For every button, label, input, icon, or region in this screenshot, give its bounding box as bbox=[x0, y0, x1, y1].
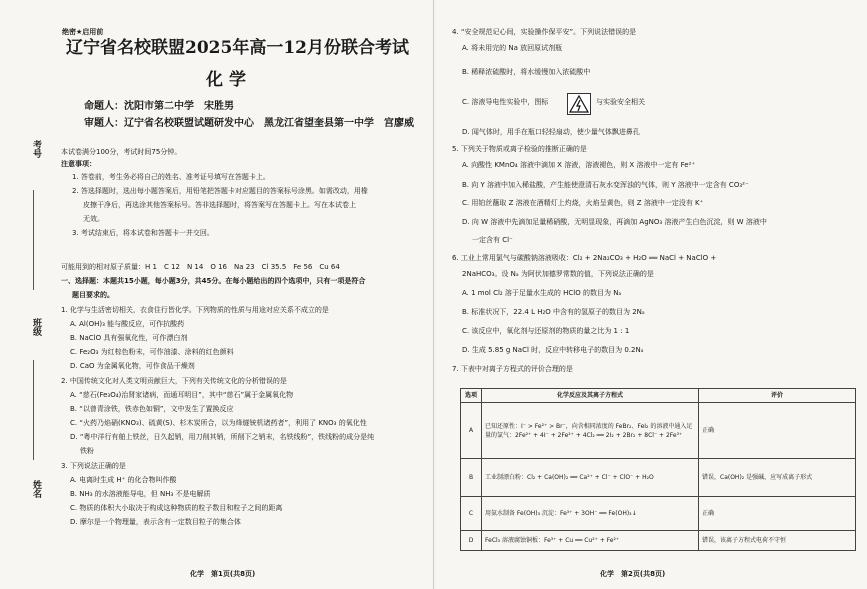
q7-stem: 7. 下表中对离子方程式的评价合理的是 bbox=[452, 365, 573, 373]
q6-stem-cont: 2NaHCO₃。设 Nₐ 为阿伏加德罗常数的值，下列说法正确的是 bbox=[462, 270, 654, 278]
row-option: C bbox=[461, 497, 482, 531]
row-evaluation: 正确 bbox=[699, 497, 856, 531]
q6-stem: 6. 工业上常用氯气与碳酸钠溶液吸收：Cl₂ + 2Na₂CO₃ + H₂O ══ NaCl + NaClO + bbox=[452, 254, 717, 262]
row-equation: 用氨水制备 Fe(OH)₃ 沉淀：Fe³⁺ + 3OH⁻ ══ Fe(OH)₃↓ bbox=[482, 497, 699, 531]
q4-option-b: B. 稀释浓硫酸时，将水缓慢加入浓硫酸中 bbox=[462, 68, 591, 76]
q4-stem: 4. “安全规范记心间，实验操作保平安”。下列说法错误的是 bbox=[452, 28, 637, 36]
exam-title: 辽宁省名校联盟2025年高一12月份联合考试 bbox=[66, 38, 409, 58]
q1-option-c: C. Fe₂O₃ 为红棕色粉末，可作油漆、涂料的红色颜料 bbox=[70, 348, 234, 356]
q1-option-a: A. Al(OH)₃ 能与酸反应，可作抗酸药 bbox=[70, 320, 185, 328]
electric-hazard-icon bbox=[567, 93, 591, 115]
subject-title: 化学 bbox=[206, 70, 252, 90]
row-evaluation: 正确 bbox=[699, 403, 856, 459]
q5-option-b: B. 向 Y 溶液中加入稀盐酸，产生能使澄清石灰水变浑浊的气体，则 Y 溶液中一定含有 CO₃²⁻ bbox=[462, 181, 749, 189]
q3-option-b: B. NH₃ 的水溶液能导电，但 NH₃ 不是电解质 bbox=[70, 490, 211, 498]
q1-option-b: B. NaClO 具有强氧化性，可作漂白剂 bbox=[70, 334, 188, 342]
notice-2a: 2. 答选择题时，选出每小题答案后，用铅笔把答题卡对应题目的答案标号涂黑。如需改动，用橡 bbox=[72, 187, 368, 195]
q6-option-d: D. 生成 5.85 g NaCl 时，反应中转移电子的数目为 0.2Nₐ bbox=[462, 346, 644, 354]
q2-option-c: C. “火药乃焰硝(KNO₃)、硫黄(S)、杉木炭所合，以为烽燧铳机诸药者”，利用了 KNO₃ 的氧化性 bbox=[70, 419, 367, 427]
q5-option-c: C. 用铂丝蘸取 Z 溶液在酒精灯上灼烧，火焰呈黄色，则 Z 溶液中一定没有 K⁺ bbox=[462, 199, 704, 207]
author-line: 命题人：沈阳市第二中学 宋胜男 bbox=[84, 101, 234, 112]
secret-mark: 绝密★启用前 bbox=[62, 28, 104, 36]
q3-option-c: C. 物质的体积大小取决于构成这种物质的粒子数目和粒子之间的距离 bbox=[70, 504, 283, 512]
q2-option-d-cont: 铁粉 bbox=[80, 447, 94, 455]
q5-option-a: A. 向酸性 KMnO₄ 溶液中滴加 X 溶液，溶液褪色，则 X 溶液中一定有 Fe²⁺ bbox=[462, 161, 696, 169]
q5-option-d-cont: 一定含有 Cl⁻ bbox=[472, 236, 513, 244]
row-option: B bbox=[461, 459, 482, 497]
q2-stem: 2. 中国传统文化对人类文明贡献巨大，下列有关传统文化的分析错误的是 bbox=[61, 377, 287, 385]
score-note: 本试卷满分100分，考试时间75分钟。 bbox=[61, 148, 182, 156]
notice-1: 1. 答卷前，考生务必将自己的姓名、准考证号填写在答题卡上。 bbox=[72, 173, 270, 181]
kaohao-line bbox=[33, 190, 34, 290]
table-row bbox=[461, 403, 856, 459]
xingming-label: 姓名 bbox=[31, 480, 41, 498]
section-1-heading: 一、选择题：本题共15小题，每小题3分，共45分。在每小题给出的四个选项中，只有一项是符合 bbox=[61, 277, 366, 285]
row-equation: 已知还原性：I⁻ > Fe²⁺ > Br⁻，向含相同浓度的 FeBr₂、FeI₂ 的溶液中通入足量的氯气：2Fe²⁺ + 4I⁻ + 2Fe²⁺ + 4Cl₂ ══ 2I₂ + 2Br₂ + 8Cl⁻ + 2Fe³⁺ bbox=[482, 403, 699, 459]
reviewer-line: 审题人：辽宁省名校联盟试题研发中心 黑龙江省望奎县第一中学 宫廖威 bbox=[84, 118, 414, 129]
row-equation: FeCl₃ 溶液腐蚀铜板：Fe³⁺ + Cu ══ Cu²⁺ + Fe²⁺ bbox=[482, 531, 699, 551]
q5-option-d: D. 向 W 溶液中先滴加足量稀硝酸，无明显现象，再滴加 AgNO₃ 溶液产生白色沉淀，则 W 溶液中 bbox=[462, 218, 767, 226]
q2-option-a: A. “慈石(Fe₃O₄)治肾家诸病，而通耳明目”，其中“慈石”属于金属氧化物 bbox=[70, 391, 294, 399]
q3-stem: 3. 下列说法正确的是 bbox=[61, 462, 126, 470]
row-evaluation: 错误，该离子方程式电荷不守恒 bbox=[699, 531, 856, 551]
row-equation: 工业制漂白粉：Cl₂ + Ca(OH)₂ ══ Ca²⁺ + Cl⁻ + ClO⁻ + H₂O bbox=[482, 459, 699, 497]
q7-evaluation-table bbox=[460, 388, 856, 551]
section-1-heading-cont: 题目要求的。 bbox=[72, 291, 114, 299]
q6-option-a: A. 1 mol Cl₂ 溶于足量水生成的 HClO 的数目为 Nₐ bbox=[462, 289, 622, 297]
q1-option-d: D. CaO 为金属氧化物，可作食品干燥剂 bbox=[70, 362, 195, 370]
q6-option-b: B. 标准状况下，22.4 L H₂O 中含有的氢原子的数目为 2Nₐ bbox=[462, 308, 645, 316]
notice-title: 注意事项： bbox=[61, 160, 96, 168]
notice-3: 3. 考试结束后，将本试卷和答题卡一并交回。 bbox=[72, 229, 214, 237]
q5-stem: 5. 下列关于物质或离子检验的推断正确的是 bbox=[452, 145, 587, 153]
page-divider bbox=[433, 0, 434, 589]
q6-option-c: C. 该反应中，氧化剂与还原剂的物质的量之比为 1 : 1 bbox=[462, 327, 630, 335]
row-option: D bbox=[461, 531, 482, 551]
q4-option-c-cont: 与实验安全相关 bbox=[596, 98, 645, 106]
notice-2b: 皮擦干净后，再选涂其他答案标号。答非选择题时，将答案写在答题卡上。写在本试卷上 bbox=[83, 201, 356, 209]
header-evaluation: 评价 bbox=[699, 389, 856, 403]
q3-option-d: D. 摩尔是一个物理量，表示含有一定数目粒子的集合体 bbox=[70, 518, 241, 526]
table-row bbox=[461, 459, 856, 497]
kaohao-label: 考号 bbox=[31, 140, 41, 158]
atomic-masses: 可能用到的相对原子质量：H 1 C 12 N 14 O 16 Na 23 Cl 35.5 Fe 56 Cu 64 bbox=[61, 263, 340, 271]
table-row bbox=[461, 497, 856, 531]
notice-2c: 无效。 bbox=[83, 215, 104, 223]
q4-option-d: D. 闻气体时，用手在瓶口轻轻扇动，使少量气体飘进鼻孔 bbox=[462, 128, 640, 136]
q2-option-b: B. “以曾青涂铁，铁赤色如铜”，文中发生了置换反应 bbox=[70, 405, 234, 413]
table-header-row bbox=[461, 389, 856, 403]
q4-option-c: C. 溶液导电性实验中，图标 bbox=[462, 98, 549, 106]
q2-option-d: D. “粤中洋行有舶上铁丝，日久起销，用刀削其销，所削下之销末，名铁线粉”，铁线粉的成分是纯 bbox=[70, 433, 375, 441]
page-footer-left: 化学 第1页(共8页) bbox=[190, 570, 256, 578]
q4-option-a: A. 将未用完的 Na 放回原试剂瓶 bbox=[462, 44, 563, 52]
table-row bbox=[461, 531, 856, 551]
header-option: 选项 bbox=[461, 389, 482, 403]
row-evaluation: 错误，Ca(OH)₂ 是强碱，应写成离子形式 bbox=[699, 459, 856, 497]
q1-stem: 1. 化学与生活密切相关，衣食住行皆化学。下列物质的性质与用途对应关系不成立的是 bbox=[61, 306, 329, 314]
header-equation: 化学反应及其离子方程式 bbox=[482, 389, 699, 403]
page-footer-right: 化学 第2页(共8页) bbox=[600, 570, 666, 578]
banji-label: 班级 bbox=[31, 318, 41, 336]
row-option: A bbox=[461, 403, 482, 459]
banji-line bbox=[33, 360, 34, 460]
q3-option-a: A. 电离时生成 H⁺ 的化合物叫作酸 bbox=[70, 476, 177, 484]
